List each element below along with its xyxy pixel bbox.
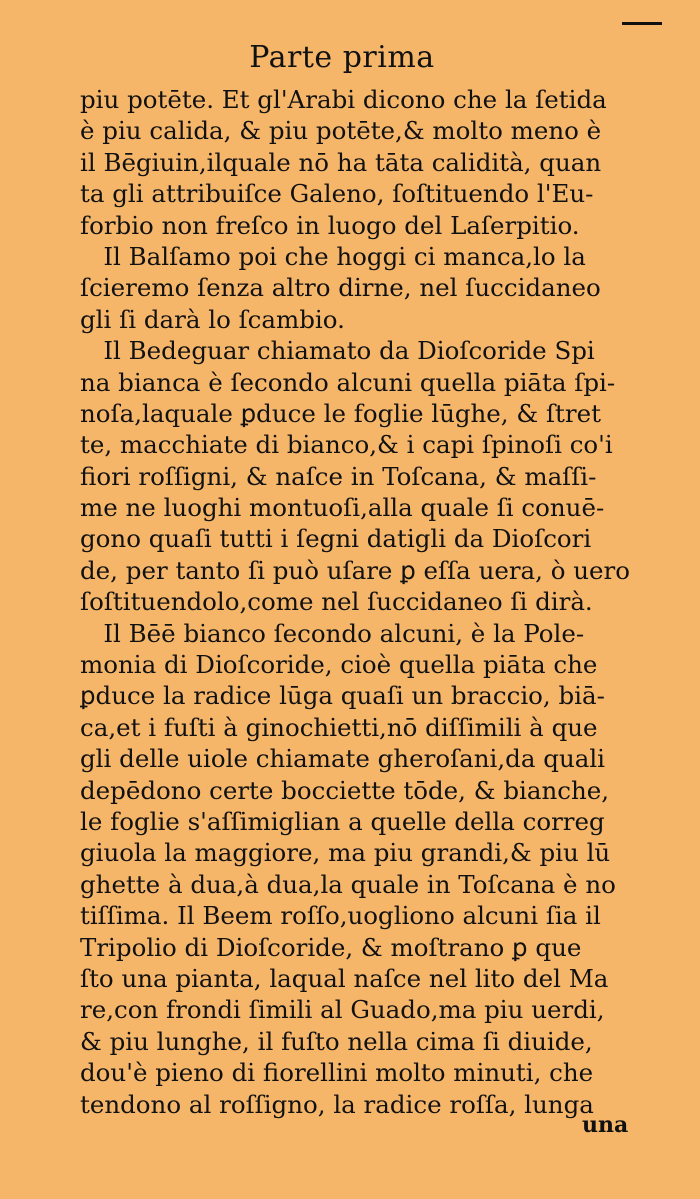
text-line: depēdono certe bocciette tōde, & bianche, (80, 775, 610, 805)
text-line: me ne luoghi montuoſi,alla quale ſi conuē- (80, 493, 605, 523)
text-line: ſcieremo ſenza altro dirne, nel ſuccidaneo (80, 273, 601, 303)
text-line: Il Bēē bianco ſecondo alcuni, è la Pole- (80, 618, 585, 648)
catchword: una (582, 1112, 629, 1138)
text-line: te, macchiate di bianco,& i capi ſpinoſi co'i (80, 430, 613, 460)
text-line: Tripolio di Dioſcoride, & moſtrano ꝑ que (80, 932, 582, 962)
text-line: & piu lunghe, il fuſto nella cima ſi diuide, (80, 1026, 593, 1056)
text-line: le foglie s'aſſimiglian a quelle della correg (80, 806, 605, 836)
text-line: ſoſtituendolo,come nel ſuccidaneo ſi dirà. (80, 587, 593, 617)
text-line: fiori roſſigni, & naſce in Toſcana, & maſſi- (80, 461, 597, 491)
page-header-text: Parte prima (249, 40, 435, 75)
text-line: piu potēte. Et gl'Arabi dicono che la ſetida (80, 85, 607, 114)
text-line: monia di Dioſcoride, cioè quella piāta che (80, 650, 598, 680)
text-line: de, per tanto ſi può uſare ꝑ eſſa uera, ò uero (80, 555, 630, 585)
body-text (80, 84, 630, 1120)
text-line: gli ſi darà lo ſcambio. (80, 304, 345, 334)
text-line: re,con frondi ſimili al Guado,ma piu uerdi, (80, 995, 605, 1025)
text-line: il Bēgiuin,ilquale nō ha tāta calidità, quan (80, 147, 602, 177)
page-corner-mark (622, 22, 662, 25)
text-line: ſto una pianta, laqual naſce nel lito del Ma (80, 963, 609, 993)
text-line: ta gli attribuiſce Galeno, ſoſtituendo l'Eu- (80, 179, 594, 209)
text-line: gli delle uiole chiamate gheroſani,da quali (80, 744, 606, 774)
text-line: na bianca è ſecondo alcuni quella piāta ſpi- (80, 367, 616, 397)
text-line: Il Bedeguar chiamato da Dioſcoride Spi (80, 336, 595, 366)
text-line: ca,et i fuſti à ginochietti,nō diſſimili à que (80, 712, 598, 742)
text-line: tendono al roſſigno, la radice roſſa, lunga (80, 1089, 594, 1119)
page-header (0, 40, 700, 75)
text-line: ꝑduce la radice lūga quaſi un braccio, biā- (80, 681, 605, 711)
text-line: giuola la maggiore, ma piu grandi,& piu lū (80, 838, 611, 868)
text-line: dou'è pieno di fiorellini molto minuti, che (80, 1058, 594, 1088)
text-line: è piu calida, & piu potēte,& molto meno è (80, 116, 602, 146)
text-line: tiſſima. Il Beem roſſo,uogliono alcuni ſia il (80, 901, 601, 931)
text-line: forbio non freſco in luogo del Laſerpitio. (80, 210, 580, 240)
text-line: ghette à dua,à dua,la quale in Toſcana è no (80, 869, 616, 899)
text-line: Il Balſamo poi che hoggi ci manca,lo la (80, 241, 586, 271)
text-line: gono quaſi tutti i ſegni datigli da Dioſcori (80, 524, 592, 554)
text-line: noſa,laquale ꝑduce le foglie lūghe, & ſtret (80, 398, 601, 428)
